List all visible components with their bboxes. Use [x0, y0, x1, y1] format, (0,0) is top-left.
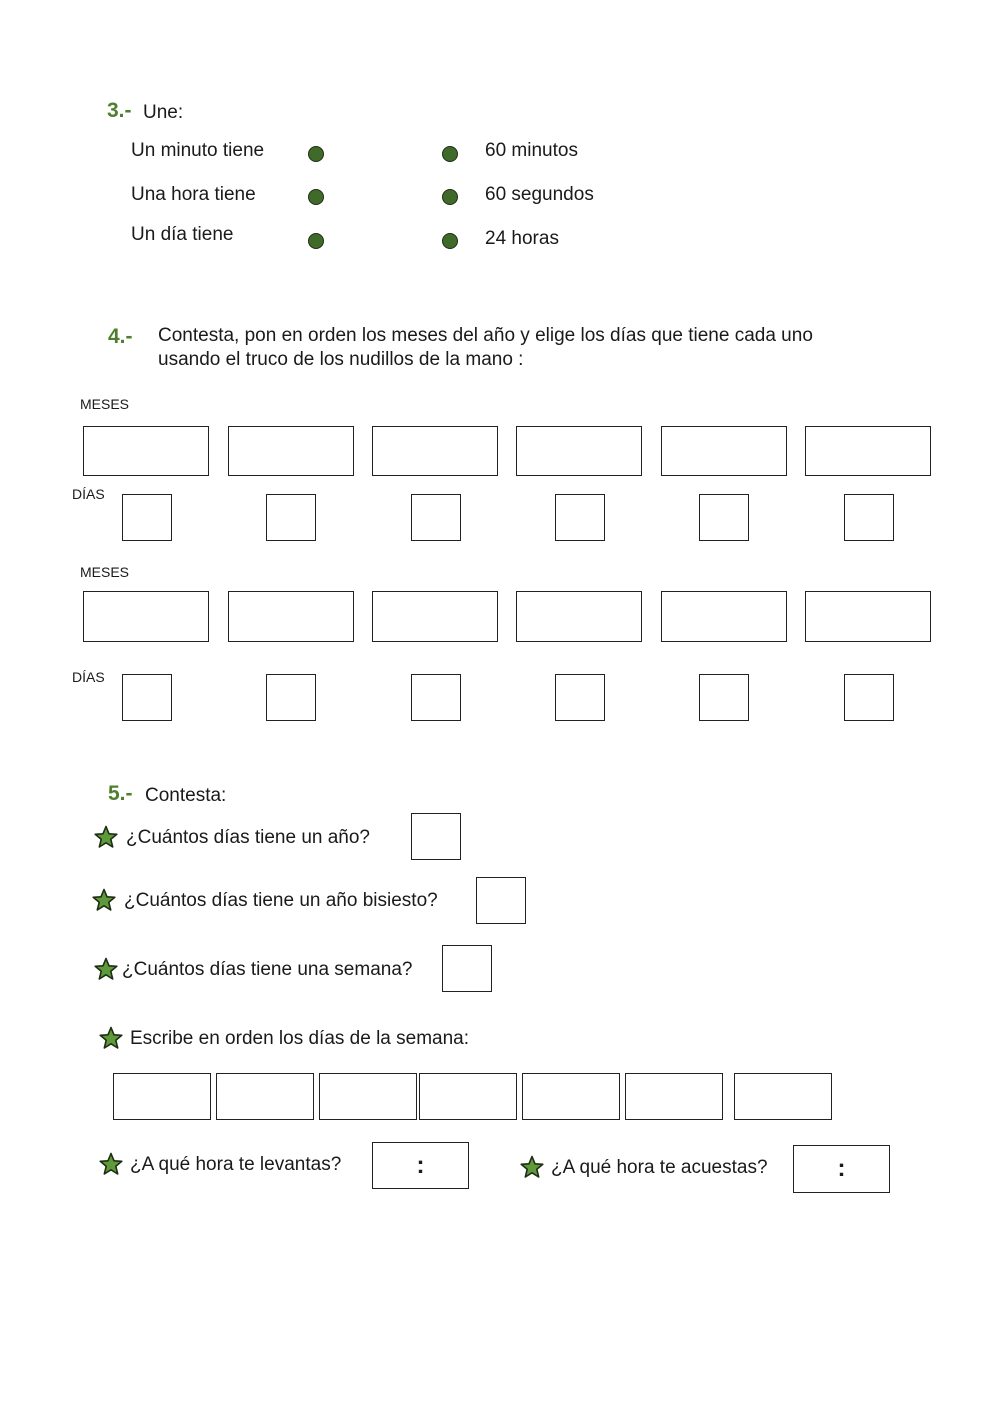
match-dot-right-3[interactable] — [442, 233, 458, 249]
section-3-number: 3.- — [107, 99, 132, 122]
match-left-2: Una hora tiene — [131, 184, 256, 205]
weekday-box[interactable] — [625, 1073, 723, 1120]
weekday-box[interactable] — [522, 1073, 620, 1120]
weekday-box[interactable] — [216, 1073, 314, 1120]
match-dot-right-2[interactable] — [442, 189, 458, 205]
days-box[interactable] — [266, 494, 316, 541]
answer-year-box[interactable] — [411, 813, 461, 860]
days-box[interactable] — [844, 674, 894, 721]
wake-time-box[interactable]: : — [372, 1142, 469, 1189]
star-icon — [92, 888, 116, 912]
star-icon — [520, 1155, 544, 1179]
match-right-1: 60 minutos — [485, 140, 578, 161]
month-box[interactable] — [83, 591, 209, 642]
weekday-box[interactable] — [734, 1073, 832, 1120]
months-label-1: MESES — [80, 396, 130, 412]
answer-week-box[interactable] — [442, 945, 492, 992]
section-4-instruction-line1: Contesta, pon en orden los meses del año y elige los días que tiene cada uno — [158, 325, 813, 346]
days-box[interactable] — [699, 494, 749, 541]
section-4-instruction-line2: usando el truco de los nudillos de la mano : — [158, 349, 524, 370]
section-4-number: 4.- — [108, 325, 133, 348]
question-sleep-time: ¿A qué hora te acuestas? — [551, 1157, 768, 1178]
month-box[interactable] — [516, 591, 642, 642]
days-box[interactable] — [266, 674, 316, 721]
section-5-title: Contesta: — [145, 785, 227, 806]
match-dot-left-3[interactable] — [308, 233, 324, 249]
question-year: ¿Cuántos días tiene un año? — [126, 827, 371, 848]
month-box[interactable] — [228, 591, 354, 642]
star-icon — [94, 825, 118, 849]
days-box[interactable] — [844, 494, 894, 541]
month-box[interactable] — [661, 591, 787, 642]
match-right-2: 60 segundos — [485, 184, 594, 205]
days-box[interactable] — [122, 494, 172, 541]
days-label-2: DÍAS — [72, 669, 105, 685]
month-box[interactable] — [805, 426, 931, 476]
question-leap-year: ¿Cuántos días tiene un año bisiesto? — [124, 890, 438, 911]
star-icon — [99, 1026, 123, 1050]
days-box[interactable] — [555, 674, 605, 721]
days-box[interactable] — [122, 674, 172, 721]
month-box[interactable] — [83, 426, 209, 476]
match-left-1: Un minuto tiene — [131, 140, 265, 161]
month-box[interactable] — [372, 426, 498, 476]
month-box[interactable] — [516, 426, 642, 476]
star-icon — [94, 957, 118, 981]
section-5-number: 5.- — [108, 782, 133, 805]
match-dot-right-1[interactable] — [442, 146, 458, 162]
days-box[interactable] — [411, 674, 461, 721]
section-3-title: Une: — [143, 102, 184, 123]
match-right-3: 24 horas — [485, 228, 559, 249]
weekday-box[interactable] — [319, 1073, 417, 1120]
question-wake-time: ¿A qué hora te levantas? — [130, 1154, 342, 1175]
days-label-1: DÍAS — [72, 486, 105, 502]
weekday-box[interactable] — [113, 1073, 211, 1120]
answer-leap-year-box[interactable] — [476, 877, 526, 924]
month-box[interactable] — [805, 591, 931, 642]
question-week: ¿Cuántos días tiene una semana? — [122, 959, 413, 980]
month-box[interactable] — [228, 426, 354, 476]
days-box[interactable] — [699, 674, 749, 721]
month-box[interactable] — [372, 591, 498, 642]
month-box[interactable] — [661, 426, 787, 476]
months-label-2: MESES — [80, 564, 130, 580]
star-icon — [99, 1152, 123, 1176]
days-box[interactable] — [555, 494, 605, 541]
match-dot-left-2[interactable] — [308, 189, 324, 205]
match-left-3: Un día tiene — [131, 224, 234, 245]
match-dot-left-1[interactable] — [308, 146, 324, 162]
question-weekdays: Escribe en orden los días de la semana: — [130, 1028, 470, 1049]
sleep-time-box[interactable]: : — [793, 1145, 890, 1193]
weekday-box[interactable] — [419, 1073, 517, 1120]
days-box[interactable] — [411, 494, 461, 541]
